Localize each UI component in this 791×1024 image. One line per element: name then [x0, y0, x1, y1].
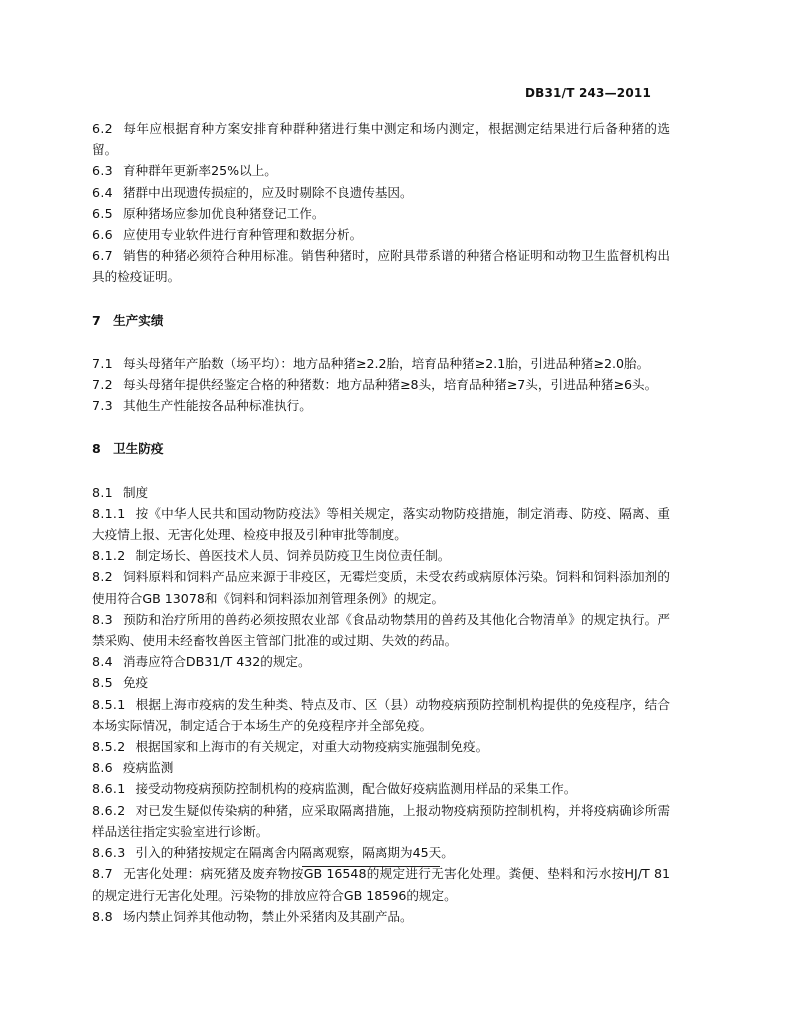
clause-number: 8.5.1 — [92, 696, 126, 712]
clause-6-2 — [92, 118, 670, 160]
clause-number: 8.1 — [92, 484, 113, 500]
clause-number: 8.6.2 — [92, 802, 126, 818]
clause-8-5-2 — [92, 736, 670, 757]
clause-text: 免疫 — [122, 675, 149, 691]
clause-8-2 — [92, 566, 670, 608]
clause-8-8 — [92, 906, 670, 927]
clause-8-3 — [92, 609, 670, 651]
clause-number: 6.7 — [92, 248, 113, 264]
clause-text: 饲料原料和饲料产品应来源于非疫区，无霉烂变质，未受农药或病原体污染。饲料和饲料添加剂的使用符合GB 13078和《饲料和饲料添加剂管理条例》的规定。 — [92, 569, 670, 606]
section-title: 卫生防疫 — [113, 441, 164, 457]
clause-text: 每年应根据育种方案安排育种群种猪进行集中测定和场内测定，根据测定结果进行后备种猪的选留。 — [92, 121, 670, 158]
clause-number: 7.2 — [92, 377, 113, 393]
clause-number: 8.7 — [92, 866, 113, 882]
clause-number: 8.3 — [92, 611, 113, 627]
clause-6-6 — [92, 224, 670, 245]
clause-7-2 — [92, 374, 670, 395]
clause-number: 6.5 — [92, 205, 113, 221]
clause-text: 制定场长、兽医技术人员、饲养员防疫卫生岗位责任制。 — [135, 548, 451, 564]
clause-8-6 — [92, 757, 670, 778]
clause-text: 应使用专业软件进行育种管理和数据分析。 — [122, 227, 363, 243]
clause-8-6-3 — [92, 842, 670, 863]
clause-8-4 — [92, 651, 670, 672]
clause-text: 原种猪场应参加优良种猪登记工作。 — [122, 205, 325, 221]
clause-8-6-2 — [92, 800, 670, 842]
document-number: DB31/T 243—2011 — [525, 86, 651, 100]
clause-text: 每头母猪年提供经鉴定合格的种猪数：地方品种猪≥8头，培育品种猪≥7头，引进品种猪≥6头。 — [122, 377, 658, 393]
clause-text: 每头母猪年产胎数（场平均）：地方品种猪≥2.2胎，培育品种猪≥2.1胎，引进品种猪≥2.0胎。 — [122, 355, 650, 371]
clause-7-3 — [92, 395, 670, 416]
clause-8-6-1 — [92, 778, 670, 799]
clause-text: 制度 — [122, 484, 149, 500]
clause-text: 场内禁止饲养其他动物，禁止外采猪肉及其副产品。 — [122, 908, 413, 924]
clause-text: 根据国家和上海市的有关规定，对重大动物疫病实施强制免疫。 — [135, 739, 489, 755]
clause-text: 根据上海市疫病的发生种类、特点及市、区（县）动物疫病预防控制机构提供的免疫程序，结合本场实际情况，制定适合于本场生产的免疫程序并全部免疫。 — [92, 696, 670, 733]
clause-number: 8.5 — [92, 675, 113, 691]
clause-number: 6.2 — [92, 121, 113, 136]
clause-number: 8.6 — [92, 760, 113, 776]
clause-number: 6.4 — [92, 184, 113, 200]
clause-text: 引入的种猪按规定在隔离舍内隔离观察，隔离期为45天。 — [135, 845, 454, 861]
clause-number: 7.3 — [92, 398, 113, 414]
clause-text: 按《中华人民共和国动物防疫法》等相关规定，落实动物防疫措施，制定消毒、防疫、隔离、重大疫情上报、无害化处理、检疫申报及引种审批等制度。 — [92, 505, 670, 543]
section-heading-8 — [92, 438, 670, 459]
section-title: 生产实绩 — [113, 312, 164, 328]
clause-6-7 — [92, 245, 670, 287]
clause-7-1 — [92, 353, 670, 374]
clause-8-7 — [92, 863, 670, 905]
clause-number: 6.6 — [92, 227, 113, 243]
clause-number: 8.1.2 — [92, 548, 126, 564]
clause-8-1-2 — [92, 545, 670, 566]
clause-8-1 — [92, 482, 670, 503]
section-number: 8 — [92, 441, 102, 457]
clause-8-1-1 — [92, 503, 670, 545]
clause-6-3 — [92, 160, 670, 181]
clause-6-5 — [92, 203, 670, 224]
end-of-document-rule — [302, 866, 440, 867]
clause-number: 6.3 — [92, 163, 113, 179]
clause-text: 消毒应符合DB31/T 432的规定。 — [122, 654, 311, 670]
clause-number: 8.4 — [92, 654, 113, 670]
clause-8-5 — [92, 672, 670, 693]
clause-number: 8.8 — [92, 908, 113, 924]
clause-number: 8.6.3 — [92, 845, 126, 861]
clause-text: 育种群年更新率25%以上。 — [122, 163, 277, 179]
section-number: 7 — [92, 312, 102, 328]
document-body — [92, 118, 670, 927]
section-heading-7 — [92, 310, 670, 331]
clause-text: 猪群中出现遗传损症的，应及时剔除不良遗传基因。 — [122, 184, 413, 200]
clause-text: 接受动物疫病预防控制机构的疫病监测，配合做好疫病监测用样品的采集工作。 — [135, 781, 577, 797]
clause-6-4 — [92, 182, 670, 203]
clause-text: 其他生产性能按各品种标准执行。 — [122, 398, 312, 414]
clause-text: 预防和治疗所用的兽药必须按照农业部《食品动物禁用的兽药及其他化合物清单》的规定执行。严禁采购、使用未经畜牧兽医主管部门批准的或过期、失效的药品。 — [92, 611, 670, 649]
clause-number: 8.1.1 — [92, 505, 126, 521]
clause-text: 无害化处理：病死猪及废弃物按GB 16548的规定进行无害化处理。粪便、垫料和污水按HJ/T 81的规定进行无害化处理。污染物的排放应符合GB 18596的规定。 — [92, 866, 670, 903]
clause-number: 8.6.1 — [92, 781, 126, 797]
clause-number: 7.1 — [92, 355, 113, 371]
clause-text: 对已发生疑似传染病的种猪，应采取隔离措施，上报动物疫病预防控制机构，并将疫病确诊所需样品送往指定实验室进行诊断。 — [92, 802, 670, 839]
clause-text: 疫病监测 — [122, 760, 174, 776]
clause-text: 销售的种猪必须符合种用标准。销售种猪时，应附具带系谱的种猪合格证明和动物卫生监督机构出具的检疫证明。 — [92, 248, 670, 285]
clause-8-5-1 — [92, 694, 670, 736]
clause-number: 8.2 — [92, 569, 113, 585]
clause-number: 8.5.2 — [92, 739, 126, 755]
